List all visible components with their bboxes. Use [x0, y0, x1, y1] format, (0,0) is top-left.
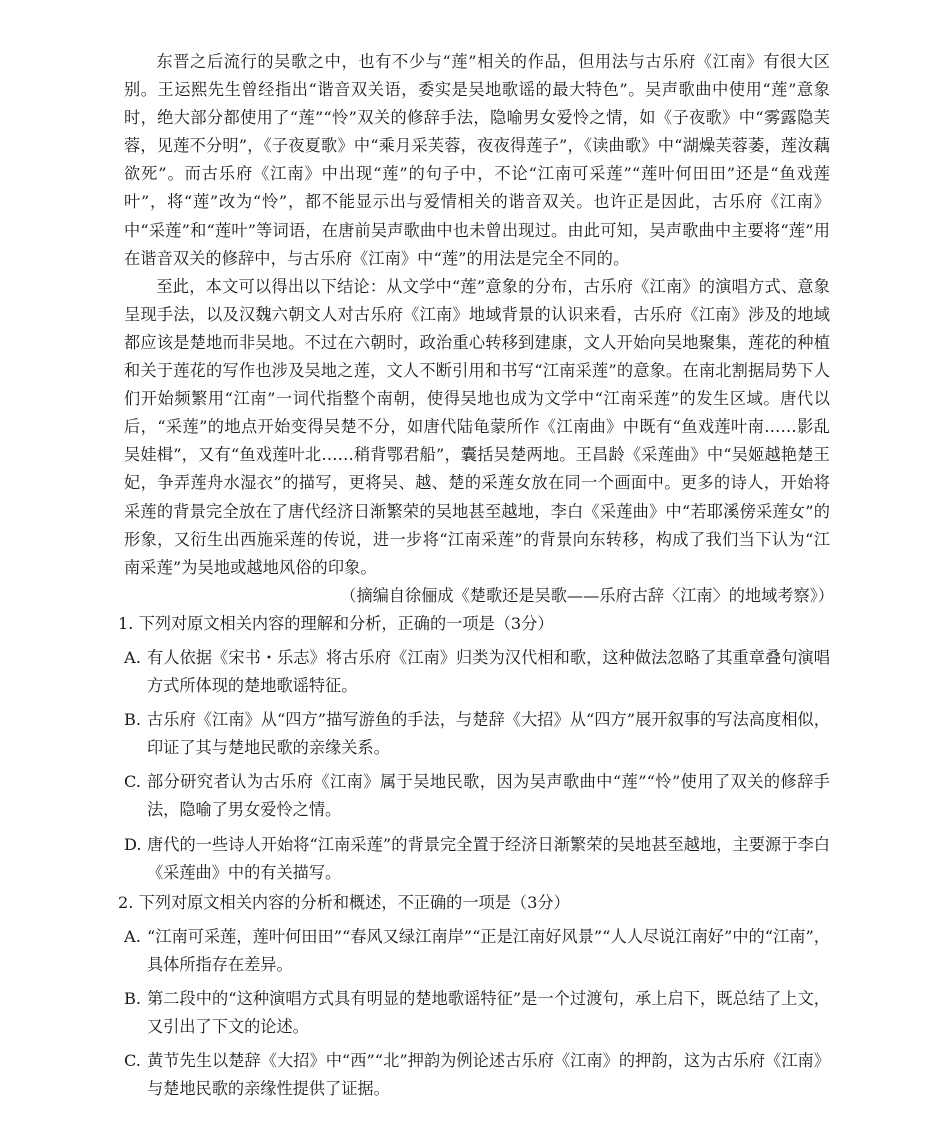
source-citation: （摘编自徐俪成《楚歌还是吴歌——乐府古辞〈江南〉的地域考察》）: [340, 585, 834, 605]
body-paragraph: 东晋之后流行的吴歌之中，也有不少与“莲”相关的作品，但用法与古乐府《江南》有很大区别。王运熙先生曾经指出“谐音双关语，委实是吴地歌谣的最大特色”。吴声歌曲中使用“莲”意象时，绝大部分都使用了“莲”“怜”双关的修辞手法，隐喻男女爱怜之情，如《子夜歌》中“雾露隐芙蓉，见莲不分明”，《子夜夏歌》中“乘月采芙蓉，夜夜得莲子”，《读曲歌》中“湖燥芙蓉萎，莲汝藕欲死”。而古乐府《江南》中出现“莲”的句子中，不论“江南可采莲”“莲叶何田田”还是“鱼戏莲叶”，将“莲”改为“怜”，都不能显示出与爱情相关的谐音双关。也许正是因此，古乐府《江南》中“采莲”和“莲叶”等词语，在唐前吴声歌曲中也未曾出现过。由此可知，吴声歌曲中主要将“莲”用在谐音双关的修辞中，与古乐府《江南》中“莲”的用法是完全不同的。: [124, 52, 830, 268]
option-letter: B.: [124, 710, 142, 730]
question-stem: 1. 下列对原文相关内容的理解和分析，正确的一项是（3分）: [118, 613, 554, 633]
option-d: [124, 831, 830, 887]
option-text: 有人依据《宋书・乐志》将古乐府《江南》归类为汉代相和歌，这种做法忽略了其重章叠句演唱方式所体现的楚地歌谣特征。: [147, 647, 830, 696]
option-letter: D.: [124, 834, 142, 854]
option-letter: A.: [124, 647, 141, 667]
option-letter: A.: [124, 926, 141, 946]
question-block: [118, 889, 830, 1104]
option-letter: B.: [124, 989, 142, 1008]
option-a: [124, 923, 830, 979]
question-block: [118, 610, 830, 887]
option-b: [124, 706, 830, 762]
option-text: “江南可采莲，莲叶何田田”“春风又绿江南岸”“正是江南好风景”“人人尽说江南好”中的“江南”，具体所指存在差异。: [147, 926, 830, 974]
body-paragraph: 至此，本文可以得出以下结论：从文学中“莲”意象的分布，古乐府《江南》的演唱方式、意象呈现手法，以及汉魏六朝文人对古乐府《江南》地域背景的认识来看，古乐府《江南》涉及的地域都应该是楚地而非吴地。不过在六朝时，政治重心转移到建康，文人开始向吴地聚集，莲花的种植和关于莲花的写作也涉及吴地之莲，文人不断引用和书写“江南采莲”的意象。在南北割据局势下人们开始频繁用“江南”一词代指整个南朝，使得吴地也成为文学中“江南采莲”的发生区域。唐代以后，“采莲”的地点开始变得吴楚不分，如唐代陆龟蒙所作《江南曲》中既有“鱼戏莲叶南……影乱吴娃楫”，又有“鱼戏莲叶北……稍背鄂君船”，囊括吴楚两地。王昌龄《采莲曲》中“吴姬越艳楚王妃，争弄莲舟水湿衣”的描写，更将吴、越、楚的采莲女放在同一个画面中。更多的诗人，开始将采莲的背景完全放在了唐代经济日渐繁荣的吴地甚至越地，李白《采莲曲》中“若耶溪傍采莲女”的形象，又衍生出西施采莲的传说，进一步将“江南采莲”的背景向东转移，构成了我们当下认为“江南采莲”为吴地或越地风俗的印象。: [124, 276, 830, 577]
option-c: [124, 1047, 830, 1103]
document-page: [118, 48, 834, 1103]
option-letter: C.: [124, 1051, 141, 1071]
option-letter: C.: [124, 772, 141, 792]
option-text: 黄节先生以楚辞《大招》中“西”“北”押韵为例论述古乐府《江南》的押韵，这为古乐府《江南》与楚地民歌的亲缘性提供了证据。: [147, 1051, 830, 1099]
option-a: [124, 644, 830, 700]
option-text: 第二段中的“这种演唱方式具有明显的楚地歌谣特征”是一个过渡句，承上启下，既总结了上文，又引出了下文的论述。: [147, 989, 830, 1037]
option-b: [124, 985, 830, 1041]
option-c: [124, 768, 830, 824]
option-text: 部分研究者认为古乐府《江南》属于吴地民歌，因为吴声歌曲中“莲”“怜”使用了双关的修辞手法，隐喻了男女爱怜之情。: [147, 772, 830, 820]
option-text: 唐代的一些诗人开始将“江南采莲”的背景完全置于经济日渐繁荣的吴地甚至越地，主要源于李白《采莲曲》中的有关描写。: [147, 834, 830, 882]
question-stem: 2. 下列对原文相关内容的分析和概述，不正确的一项是（3分）: [118, 892, 570, 912]
option-text: 古乐府《江南》从“四方”描写游鱼的手法，与楚辞《大招》从“四方”展开叙事的写法高度相似，印证了其与楚地民歌的亲缘关系。: [147, 710, 830, 758]
